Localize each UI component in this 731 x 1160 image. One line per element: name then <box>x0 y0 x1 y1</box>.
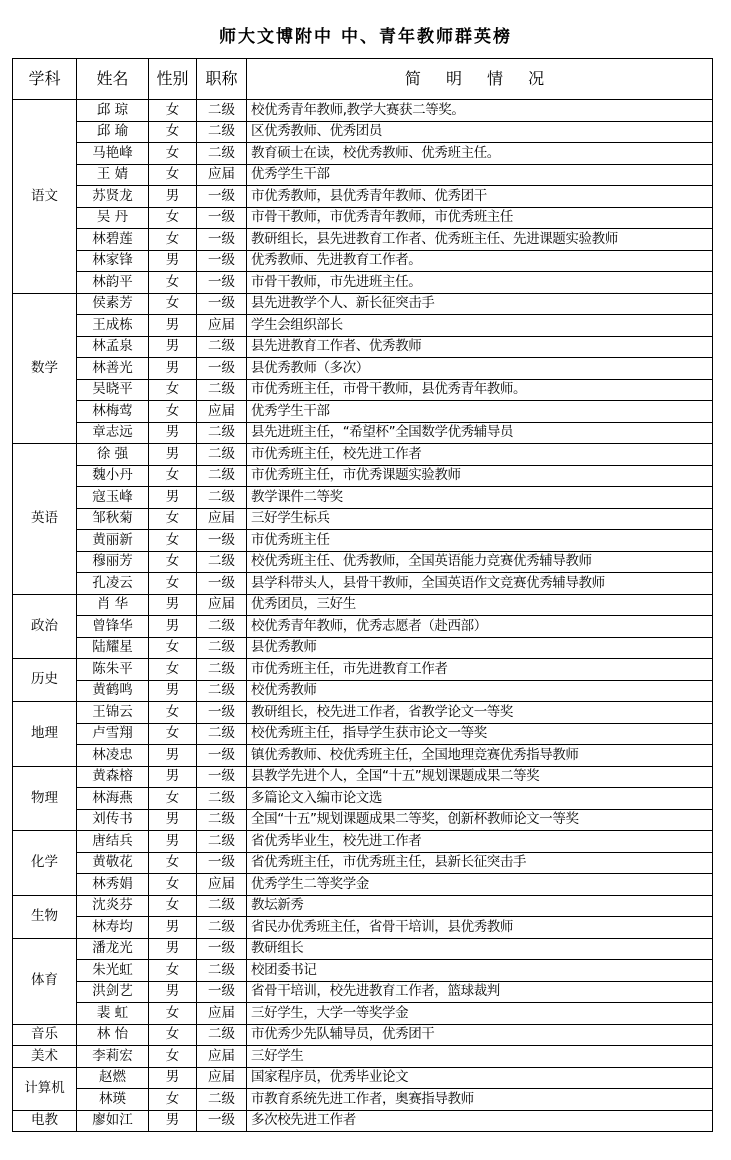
name-cell: 黄敬花 <box>77 852 149 874</box>
name-cell: 洪剑艺 <box>77 981 149 1003</box>
table-row <box>13 401 713 423</box>
description-cell: 学生会组织部长 <box>247 315 713 337</box>
description-cell: 县优秀教师 <box>247 637 713 659</box>
name-cell: 刘传书 <box>77 809 149 831</box>
title-cell: 二级 <box>197 917 247 939</box>
title-cell: 二级 <box>197 637 247 659</box>
table-row <box>13 1110 713 1132</box>
table-row <box>13 594 713 616</box>
table-row <box>13 379 713 401</box>
table-row <box>13 1067 713 1089</box>
table-row <box>13 530 713 552</box>
table-row <box>13 1046 713 1068</box>
description-cell: 国家程序员，优秀毕业论文 <box>247 1067 713 1089</box>
gender-cell: 女 <box>149 723 197 745</box>
gender-cell: 男 <box>149 809 197 831</box>
name-cell: 林家锋 <box>77 250 149 272</box>
description-cell: 省民办优秀班主任，省骨干培训，县优秀教师 <box>247 917 713 939</box>
description-cell: 校优秀青年教师，优秀志愿者（赴西部） <box>247 616 713 638</box>
description-cell: 县先进教育工作者、优秀教师 <box>247 336 713 358</box>
table-row <box>13 895 713 917</box>
table-row <box>13 250 713 272</box>
gender-cell: 女 <box>149 874 197 896</box>
title-cell: 一级 <box>197 293 247 315</box>
description-cell: 市优秀班主任，市骨干教师，县优秀青年教师。 <box>247 379 713 401</box>
name-cell: 黄森榕 <box>77 766 149 788</box>
title-cell: 二级 <box>197 895 247 917</box>
description-cell: 市优秀教师，县优秀青年教师、优秀团干 <box>247 186 713 208</box>
gender-cell: 女 <box>149 272 197 294</box>
table-row <box>13 573 713 595</box>
subject-cell: 语文 <box>13 100 77 294</box>
table-row <box>13 229 713 251</box>
name-cell: 黄鹤鸣 <box>77 680 149 702</box>
table-row <box>13 272 713 294</box>
gender-cell: 男 <box>149 680 197 702</box>
title-cell: 应届 <box>197 164 247 186</box>
name-cell: 吴 丹 <box>77 207 149 229</box>
subject-cell: 地理 <box>13 702 77 767</box>
gender-cell: 女 <box>149 465 197 487</box>
table-row <box>13 1003 713 1025</box>
gender-cell: 男 <box>149 1110 197 1132</box>
table-row <box>13 186 713 208</box>
name-cell: 朱光虹 <box>77 960 149 982</box>
name-cell: 陆耀星 <box>77 637 149 659</box>
table-row <box>13 422 713 444</box>
table-row <box>13 702 713 724</box>
gender-cell: 男 <box>149 336 197 358</box>
name-cell: 林寿均 <box>77 917 149 939</box>
name-cell: 林瑛 <box>77 1089 149 1111</box>
gender-cell: 男 <box>149 315 197 337</box>
subject-cell: 音乐 <box>13 1024 77 1046</box>
gender-cell: 女 <box>149 573 197 595</box>
description-cell: 优秀学生二等奖学金 <box>247 874 713 896</box>
name-cell: 侯素芳 <box>77 293 149 315</box>
description-cell: 优秀团员，三好生 <box>247 594 713 616</box>
description-cell: 市优秀班主任，校先进工作者 <box>247 444 713 466</box>
name-cell: 陈朱平 <box>77 659 149 681</box>
name-cell: 王 婧 <box>77 164 149 186</box>
description-cell: 镇优秀教师、校优秀班主任，全国地理竞赛优秀指导教师 <box>247 745 713 767</box>
table-row <box>13 336 713 358</box>
description-cell: 省优秀毕业生，校先进工作者 <box>247 831 713 853</box>
table-row <box>13 680 713 702</box>
description-cell: 全国“十五”规划课题成果二等奖，创新杯教师论文一等奖 <box>247 809 713 831</box>
description-cell: 市骨干教师，市优秀青年教师，市优秀班主任 <box>247 207 713 229</box>
title-cell: 二级 <box>197 831 247 853</box>
gender-cell: 女 <box>149 100 197 122</box>
description-cell: 三好学生，大学一等奖学金 <box>247 1003 713 1025</box>
gender-cell: 男 <box>149 745 197 767</box>
gender-cell: 男 <box>149 616 197 638</box>
gender-cell: 男 <box>149 444 197 466</box>
title-cell: 一级 <box>197 745 247 767</box>
description-cell: 三好学生标兵 <box>247 508 713 530</box>
description-cell: 县先进班主任，“希望杯”全国数学优秀辅导员 <box>247 422 713 444</box>
gender-cell: 女 <box>149 121 197 143</box>
description-cell: 县优秀教师（多次） <box>247 358 713 380</box>
header-subject: 学科 <box>13 59 77 100</box>
description-cell: 教坛新秀 <box>247 895 713 917</box>
gender-cell: 女 <box>149 229 197 251</box>
name-cell: 林韵平 <box>77 272 149 294</box>
description-cell: 教研组长，校先进工作者，省教学论文一等奖 <box>247 702 713 724</box>
description-cell: 多篇论文入编市论文选 <box>247 788 713 810</box>
description-cell: 多次校先进工作者 <box>247 1110 713 1132</box>
gender-cell: 女 <box>149 164 197 186</box>
table-row <box>13 766 713 788</box>
title-cell: 二级 <box>197 659 247 681</box>
name-cell: 章志远 <box>77 422 149 444</box>
title-cell: 二级 <box>197 143 247 165</box>
name-cell: 邱 琼 <box>77 100 149 122</box>
name-cell: 林孟泉 <box>77 336 149 358</box>
name-cell: 王锦云 <box>77 702 149 724</box>
header-gender: 性别 <box>149 59 197 100</box>
table-row <box>13 143 713 165</box>
description-cell: 校优秀青年教师,教学大赛获二等奖。 <box>247 100 713 122</box>
description-cell: 校优秀班主任、优秀教师，全国英语能力竞赛优秀辅导教师 <box>247 551 713 573</box>
description-cell: 教研组长 <box>247 938 713 960</box>
title-cell: 二级 <box>197 960 247 982</box>
subject-cell: 计算机 <box>13 1067 77 1110</box>
description-cell: 优秀教师、先进教育工作者。 <box>247 250 713 272</box>
name-cell: 吴晓平 <box>77 379 149 401</box>
header-name: 姓名 <box>77 59 149 100</box>
name-cell: 魏小丹 <box>77 465 149 487</box>
gender-cell: 女 <box>149 702 197 724</box>
table-row <box>13 938 713 960</box>
gender-cell: 女 <box>149 530 197 552</box>
title-cell: 一级 <box>197 938 247 960</box>
gender-cell: 男 <box>149 938 197 960</box>
title-cell: 二级 <box>197 551 247 573</box>
name-cell: 孔凌云 <box>77 573 149 595</box>
gender-cell: 女 <box>149 788 197 810</box>
name-cell: 林秀娟 <box>77 874 149 896</box>
name-cell: 唐结兵 <box>77 831 149 853</box>
title-cell: 二级 <box>197 788 247 810</box>
title-cell: 一级 <box>197 358 247 380</box>
table-row <box>13 100 713 122</box>
description-cell: 校团委书记 <box>247 960 713 982</box>
title-cell: 一级 <box>197 981 247 1003</box>
title-cell: 一级 <box>197 250 247 272</box>
gender-cell: 女 <box>149 852 197 874</box>
subject-cell: 物理 <box>13 766 77 831</box>
title-cell: 一级 <box>197 852 247 874</box>
subject-cell: 英语 <box>13 444 77 595</box>
gender-cell: 女 <box>149 508 197 530</box>
description-cell: 省骨干培训，校先进教育工作者，篮球裁判 <box>247 981 713 1003</box>
name-cell: 苏贤龙 <box>77 186 149 208</box>
gender-cell: 男 <box>149 1067 197 1089</box>
gender-cell: 女 <box>149 1089 197 1111</box>
name-cell: 寇玉峰 <box>77 487 149 509</box>
table-row <box>13 508 713 530</box>
name-cell: 赵燃 <box>77 1067 149 1089</box>
description-cell: 优秀学生干部 <box>247 401 713 423</box>
gender-cell: 女 <box>149 143 197 165</box>
title-cell: 一级 <box>197 766 247 788</box>
table-row <box>13 465 713 487</box>
subject-cell: 电教 <box>13 1110 77 1132</box>
description-cell: 县先进教学个人、新长征突击手 <box>247 293 713 315</box>
table-row <box>13 960 713 982</box>
subject-cell: 政治 <box>13 594 77 659</box>
title-cell: 一级 <box>197 272 247 294</box>
title-cell: 二级 <box>197 336 247 358</box>
description-cell: 县教学先进个人，全国“十五”规划课题成果二等奖 <box>247 766 713 788</box>
gender-cell: 男 <box>149 831 197 853</box>
table-row <box>13 1089 713 1111</box>
title-cell: 二级 <box>197 809 247 831</box>
table-row <box>13 852 713 874</box>
name-cell: 沈炎芬 <box>77 895 149 917</box>
table-row <box>13 788 713 810</box>
title-cell: 一级 <box>197 229 247 251</box>
title-cell: 二级 <box>197 1089 247 1111</box>
name-cell: 肖 华 <box>77 594 149 616</box>
gender-cell: 男 <box>149 250 197 272</box>
gender-cell: 女 <box>149 1003 197 1025</box>
description-cell: 教育硕士在读，校优秀教师、优秀班主任。 <box>247 143 713 165</box>
table-row <box>13 315 713 337</box>
table-row <box>13 358 713 380</box>
name-cell: 林碧莲 <box>77 229 149 251</box>
title-cell: 一级 <box>197 530 247 552</box>
gender-cell: 女 <box>149 960 197 982</box>
title-cell: 应届 <box>197 401 247 423</box>
title-cell: 应届 <box>197 315 247 337</box>
table-row <box>13 917 713 939</box>
title-cell: 应届 <box>197 508 247 530</box>
gender-cell: 女 <box>149 293 197 315</box>
table-row <box>13 207 713 229</box>
description-cell: 教学课件二等奖 <box>247 487 713 509</box>
description-cell: 市优秀班主任，市先进教育工作者 <box>247 659 713 681</box>
subject-cell: 数学 <box>13 293 77 444</box>
table-row <box>13 121 713 143</box>
title-cell: 二级 <box>197 616 247 638</box>
title-cell: 一级 <box>197 186 247 208</box>
name-cell: 徐 强 <box>77 444 149 466</box>
table-row <box>13 164 713 186</box>
name-cell: 裴 虹 <box>77 1003 149 1025</box>
gender-cell: 女 <box>149 637 197 659</box>
name-cell: 廖如江 <box>77 1110 149 1132</box>
description-cell: 市优秀班主任，市优秀课题实验教师 <box>247 465 713 487</box>
table-row <box>13 293 713 315</box>
table-row <box>13 831 713 853</box>
title-cell: 二级 <box>197 465 247 487</box>
gender-cell: 女 <box>149 551 197 573</box>
title-cell: 二级 <box>197 422 247 444</box>
title-cell: 二级 <box>197 100 247 122</box>
description-cell: 三好学生 <box>247 1046 713 1068</box>
teacher-roster-table <box>12 58 713 1132</box>
description-cell: 校优秀班主任，指导学生获市论文一等奖 <box>247 723 713 745</box>
name-cell: 王成栋 <box>77 315 149 337</box>
name-cell: 曾锋华 <box>77 616 149 638</box>
gender-cell: 男 <box>149 487 197 509</box>
name-cell: 马艳峰 <box>77 143 149 165</box>
header-row <box>13 59 713 100</box>
title-cell: 一级 <box>197 207 247 229</box>
title-cell: 二级 <box>197 121 247 143</box>
table-row <box>13 874 713 896</box>
gender-cell: 男 <box>149 422 197 444</box>
description-cell: 校优秀教师 <box>247 680 713 702</box>
table-row <box>13 659 713 681</box>
name-cell: 邱 瑜 <box>77 121 149 143</box>
gender-cell: 男 <box>149 594 197 616</box>
description-cell: 市优秀少先队辅导员，优秀团干 <box>247 1024 713 1046</box>
title-cell: 应届 <box>197 874 247 896</box>
title-cell: 应届 <box>197 1067 247 1089</box>
gender-cell: 女 <box>149 401 197 423</box>
header-title: 职称 <box>197 59 247 100</box>
gender-cell: 男 <box>149 186 197 208</box>
name-cell: 邹秋菊 <box>77 508 149 530</box>
title-cell: 二级 <box>197 379 247 401</box>
gender-cell: 男 <box>149 917 197 939</box>
gender-cell: 男 <box>149 358 197 380</box>
description-cell: 县学科带头人，县骨干教师，全国英语作文竞赛优秀辅导教师 <box>247 573 713 595</box>
description-cell: 教研组长，县先进教育工作者、优秀班主任、先进课题实验教师 <box>247 229 713 251</box>
header-description: 简 明 情 况 <box>247 59 713 100</box>
gender-cell: 女 <box>149 1024 197 1046</box>
description-cell: 市优秀班主任 <box>247 530 713 552</box>
title-cell: 二级 <box>197 1024 247 1046</box>
table-row <box>13 487 713 509</box>
table-row <box>13 981 713 1003</box>
description-cell: 市骨干教师，市先进班主任。 <box>247 272 713 294</box>
subject-cell: 生物 <box>13 895 77 938</box>
name-cell: 林梅莺 <box>77 401 149 423</box>
description-cell: 市教育系统先进工作者，奥赛指导教师 <box>247 1089 713 1111</box>
title-cell: 二级 <box>197 723 247 745</box>
title-cell: 一级 <box>197 1110 247 1132</box>
table-row <box>13 809 713 831</box>
table-row <box>13 616 713 638</box>
name-cell: 林海燕 <box>77 788 149 810</box>
name-cell: 林 怡 <box>77 1024 149 1046</box>
table-row <box>13 444 713 466</box>
subject-cell: 美术 <box>13 1046 77 1068</box>
page-title: 师大文博附中 中、青年教师群英榜 <box>219 27 512 47</box>
name-cell: 林凌忠 <box>77 745 149 767</box>
description-cell: 省优秀班主任，市优秀班主任，县新长征突击手 <box>247 852 713 874</box>
table-row <box>13 723 713 745</box>
title-cell: 二级 <box>197 444 247 466</box>
name-cell: 林善光 <box>77 358 149 380</box>
roster-body <box>13 100 713 1132</box>
title-cell: 一级 <box>197 573 247 595</box>
description-cell: 优秀学生干部 <box>247 164 713 186</box>
table-row <box>13 745 713 767</box>
title-cell: 二级 <box>197 487 247 509</box>
title-cell: 一级 <box>197 702 247 724</box>
title-cell: 应届 <box>197 1003 247 1025</box>
subject-cell: 历史 <box>13 659 77 702</box>
title-cell: 二级 <box>197 680 247 702</box>
gender-cell: 女 <box>149 895 197 917</box>
description-cell: 区优秀教师、优秀团员 <box>247 121 713 143</box>
gender-cell: 女 <box>149 1046 197 1068</box>
name-cell: 黄丽新 <box>77 530 149 552</box>
subject-cell: 化学 <box>13 831 77 896</box>
name-cell: 穆丽芳 <box>77 551 149 573</box>
gender-cell: 女 <box>149 379 197 401</box>
gender-cell: 女 <box>149 207 197 229</box>
title-cell: 应届 <box>197 594 247 616</box>
name-cell: 潘龙光 <box>77 938 149 960</box>
subject-cell: 体育 <box>13 938 77 1024</box>
gender-cell: 男 <box>149 766 197 788</box>
name-cell: 李莉宏 <box>77 1046 149 1068</box>
gender-cell: 女 <box>149 659 197 681</box>
gender-cell: 男 <box>149 981 197 1003</box>
table-row <box>13 1024 713 1046</box>
name-cell: 卢雪翔 <box>77 723 149 745</box>
table-row <box>13 637 713 659</box>
table-row <box>13 551 713 573</box>
title-cell: 应届 <box>197 1046 247 1068</box>
